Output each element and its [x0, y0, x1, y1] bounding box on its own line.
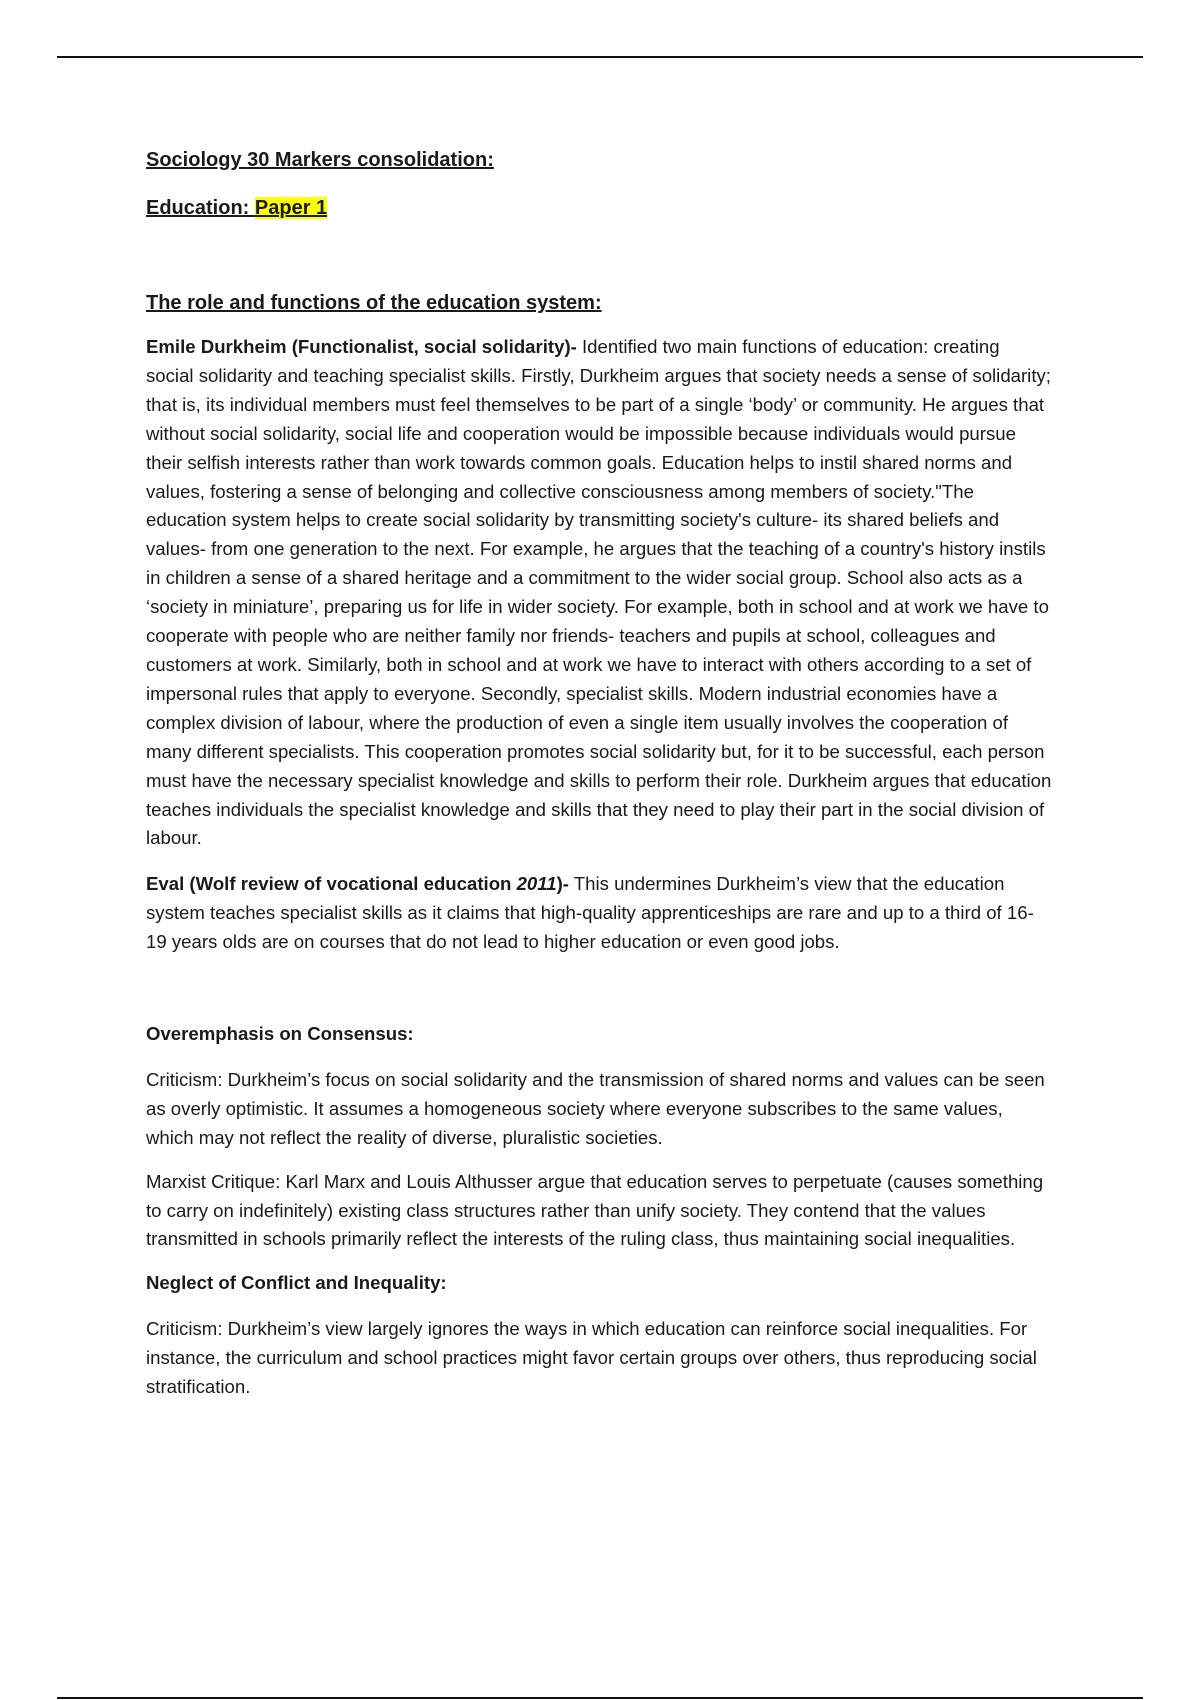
criticism-consensus-paragraph: Criticism: Durkheim’s focus on social solidarity and the transmission of shared norms and values can be seen as overly optimistic. It assumes a homogeneous society where everyone subscribes to the same values, which may not reflect the reality of diverse, pluralistic societies.	[146, 1068, 1045, 1148]
marxist-critique-paragraph: Marxist Critique: Karl Marx and Louis Althusser argue that education serves to perpetuate (causes something to carry on indefinitely) existing class structures rather than unify society. They contend that the values transmitted in schools primarily reflect the interests of the ruling class, thus maintaining social inequalities.	[146, 1170, 1044, 1250]
section-heading: The role and functions of the education system:	[146, 292, 602, 314]
eval-year: 2011	[516, 873, 557, 895]
header-rule	[57, 56, 1143, 58]
overemphasis-heading: Overemphasis on Consensus:	[146, 1023, 414, 1045]
durkheim-paragraph	[146, 333, 1052, 853]
highlighted-paper-label: Paper 1	[254, 197, 328, 219]
eval-lead-end: )-	[556, 873, 569, 895]
document-body	[146, 146, 1052, 1402]
eval-paragraph	[146, 870, 1052, 957]
durkheim-body: Identified two main functions of education: creating social solidarity and teaching specialist skills. Firstly, Durkheim argues that society needs a sense of solidarity; that is, its individual members must feel themselves to be part of a single ‘body’ or community. He argues that without social solidarity, social life and cooperation would be impossible because individuals would pursue their selfish interests rather than work towards common goals. Education helps to instil shared norms and values, fostering a sense of belonging and collective consciousness among members of society."The education system helps to create social solidarity by transmitting society's culture- its shared beliefs and values- from one generation to the next. For example, he argues that the teaching of a country's history instils in children a sense of a shared heritage and a commitment to the wider social group. School also acts as a ‘society in miniature’, preparing us for life in wider society. For example, both in school and at work we have to cooperate with people who are neither family nor friends- teachers and pupils at school, colleagues and customers at work. Similarly, both in school and at work we have to interact with others according to a set of impersonal rules that apply to everyone. Secondly, specialist skills. Modern industrial economies have a complex division of labour, where the production of even a single item usually involves the cooperation of many different specialists. This cooperation promotes social solidarity but, for it to be successful, each person must have the necessary specialist knowledge and skills to perform their role. Durkheim argues that education teaches individuals the specialist knowledge and skills that they need to play their part in the social division of labour.	[146, 336, 1052, 849]
neglect-heading: Neglect of Conflict and Inequality:	[146, 1272, 447, 1294]
eval-body: This undermines Durkheim’s view that the education system teaches specialist skills as it claims that high-quality apprenticeships are rare and up to a third of 16-19 years olds are on courses that do not lead to higher education or even good jobs.	[146, 873, 1034, 953]
eval-lead	[146, 873, 569, 894]
document-subtitle	[146, 194, 1052, 222]
document-title: Sociology 30 Markers consolidation:	[146, 149, 494, 171]
eval-lead-text: Eval (Wolf review of vocational education	[146, 873, 517, 895]
footer-rule	[57, 1697, 1143, 1699]
durkheim-lead: Emile Durkheim (Functionalist, social solidarity)-	[146, 336, 577, 357]
subtitle-prefix: Education:	[146, 197, 255, 219]
criticism-inequality-paragraph: Criticism: Durkheim’s view largely ignores the ways in which education can reinforce social inequalities. For instance, the curriculum and school practices might favor certain groups over others, thus reproducing social stratification.	[146, 1318, 1037, 1398]
